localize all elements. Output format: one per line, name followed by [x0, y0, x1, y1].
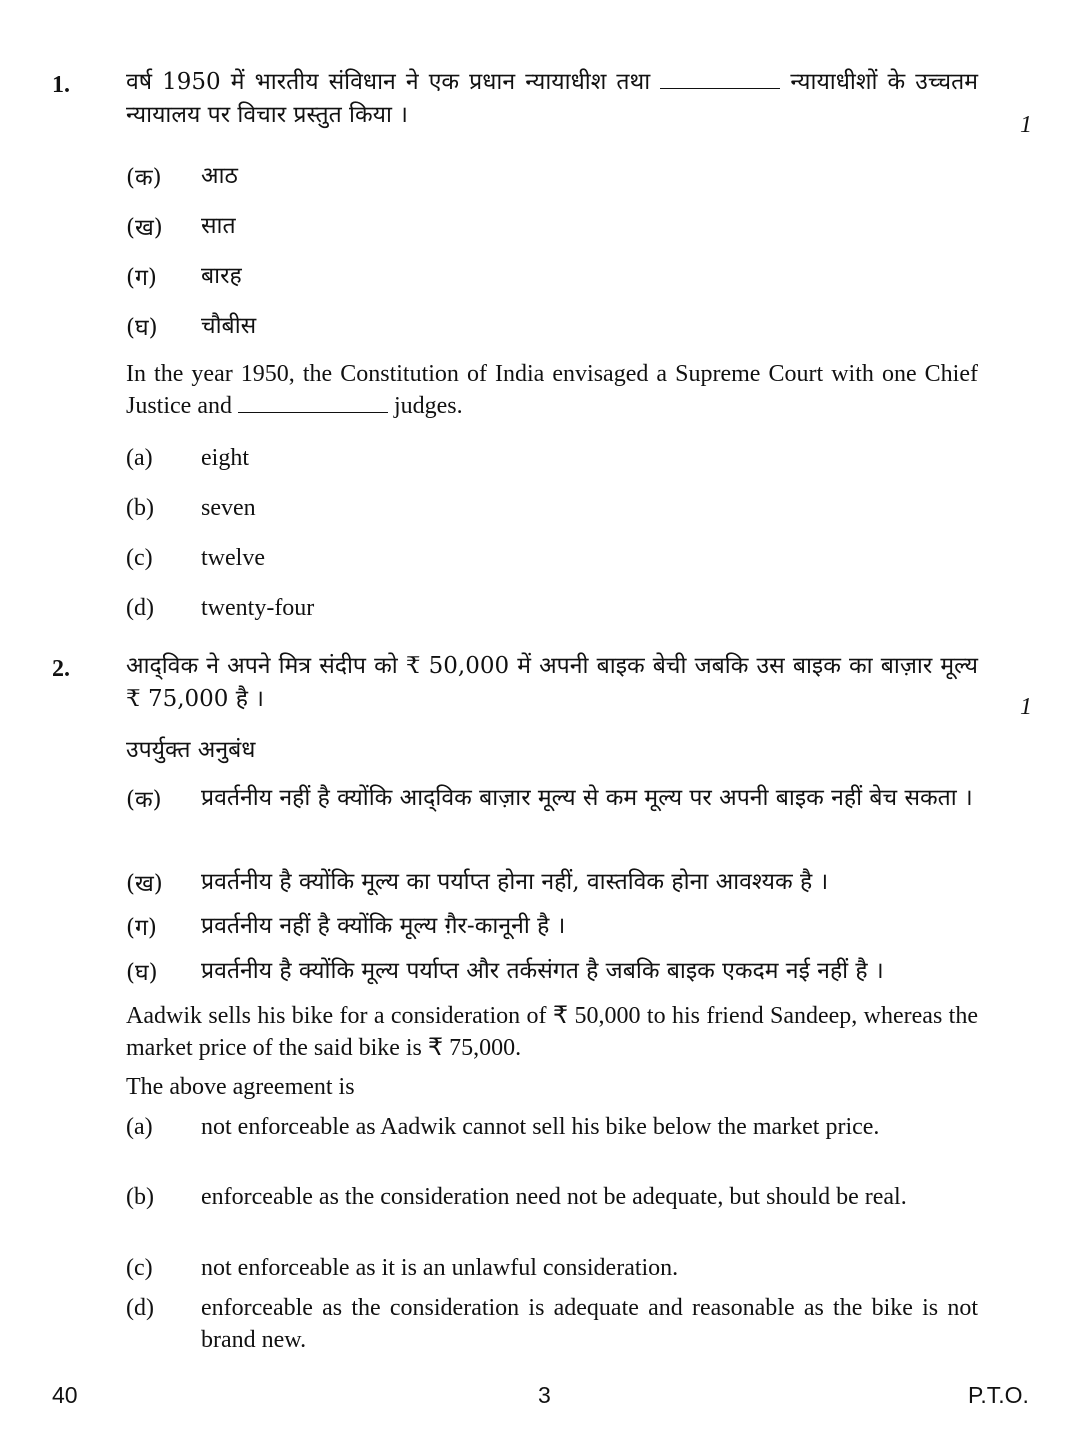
question-stem-english: Aadwik sells his bike for a consideration of ₹ 50,000 to his friend Sandeep, whereas the market price of the said bike is ₹ 75,000.: [126, 1003, 978, 1061]
option-label: (c): [126, 1255, 153, 1281]
marks-label: 1: [1020, 112, 1032, 138]
option-label: (b): [126, 1184, 154, 1210]
page-number: 3: [538, 1382, 551, 1408]
question-number: 2.: [52, 656, 70, 682]
option-label: (ग): [126, 915, 157, 941]
option-text: प्रवर्तनीय नहीं है क्योंकि मूल्य ग़ैर-कानूनी है ।: [201, 913, 566, 939]
option-text: प्रवर्तनीय है क्योंकि मूल्य पर्याप्त और तर्कसंगत है जबकि बाइक एकदम नई नहीं है ।: [201, 958, 884, 984]
option-label: (d): [126, 1295, 154, 1321]
option-text: चौबीस: [201, 313, 257, 339]
option-text: eight: [201, 445, 249, 471]
option-label: (a): [126, 1114, 153, 1140]
question-stem-hindi: वर्ष 1950 में भारतीय संविधान ने एक प्रधान न्यायाधीश तथा न्यायाधीशों के उच्चतम न्यायालय पर विचार प्रस्तुत किया ।: [126, 69, 979, 128]
option-text: not enforceable as it is an unlawful consideration.: [201, 1255, 679, 1281]
option-text: not enforceable as Aadwik cannot sell his bike below the market price.: [201, 1114, 880, 1140]
marks-label: 1: [1020, 694, 1032, 720]
option-text: enforceable as the consideration is adequate and reasonable as the bike is not brand new.: [201, 1295, 978, 1353]
option-text: प्रवर्तनीय है क्योंकि मूल्य का पर्याप्त होना नहीं, वास्तविक होना आवश्यक है ।: [201, 869, 829, 895]
option-text: enforceable as the consideration need not be adequate, but should be real.: [201, 1184, 907, 1210]
option-text: आठ: [201, 163, 238, 189]
option-label: (क): [126, 787, 162, 813]
option-label: (b): [126, 495, 154, 521]
question-number: 1.: [52, 72, 70, 98]
option-text: twenty-four: [201, 595, 315, 621]
question-stem-english: In the year 1950, the Constitution of India envisaged a Supreme Court with one Chief Justice and judges.: [126, 361, 978, 419]
option-text: प्रवर्तनीय नहीं है क्योंकि आद्‌विक बाज़ार मूल्य से कम मूल्य पर अपनी बाइक नहीं बेच सकता ।: [201, 785, 973, 811]
option-text: twelve: [201, 545, 265, 571]
answer-blank: [660, 68, 780, 89]
option-label: (ख): [126, 215, 163, 241]
option-label: (घ): [126, 960, 158, 986]
answer-blank: [238, 392, 388, 413]
question-stem-hindi: आद्‌विक ने अपने मित्र संदीप को ₹ 50,000 में अपनी बाइक बेची जबकि उस बाइक का बाज़ार मूल्य ₹ 75,000 है ।: [126, 653, 978, 712]
option-text: सात: [201, 213, 236, 239]
question-lead-hindi: उपर्युक्त अनुबंध: [126, 737, 256, 763]
option-label: (ख): [126, 871, 163, 897]
option-text: बारह: [201, 263, 242, 289]
option-label: (घ): [126, 315, 158, 341]
option-text: seven: [201, 495, 256, 521]
pto-label: P.T.O.: [968, 1382, 1029, 1408]
option-label: (a): [126, 445, 153, 471]
option-label: (c): [126, 545, 153, 571]
question-lead-english: The above agreement is: [126, 1074, 355, 1100]
option-label: (ग): [126, 265, 157, 291]
paper-code: 40: [52, 1382, 78, 1408]
option-label: (क): [126, 165, 162, 191]
option-label: (d): [126, 595, 154, 621]
